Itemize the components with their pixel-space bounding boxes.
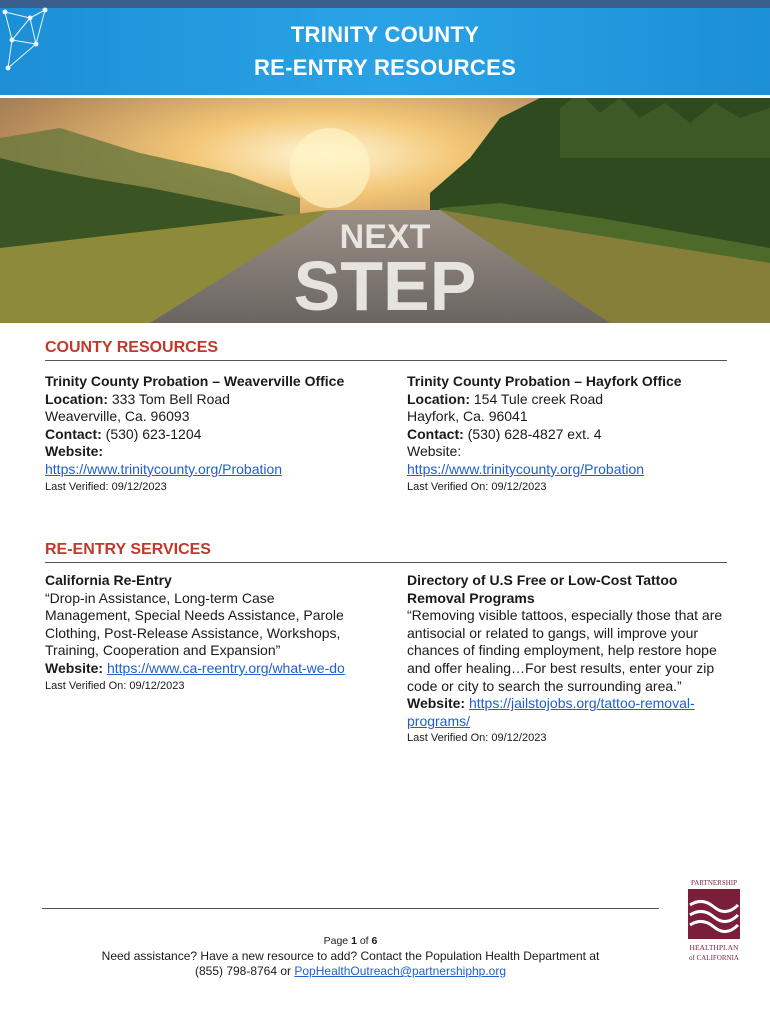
hayfork-location-line2: Hayfork, Ca. 96041 (407, 408, 528, 425)
footer-assist-text: Need assistance? Have a new resource to add? Contact the Population Health Department at (101, 949, 600, 963)
header-banner (0, 0, 770, 95)
hayfork-verified: Last Verified On: 09/12/2023 (407, 480, 547, 493)
california-reentry-description: “Drop-in Assistance, Long-term Case Management, Special Needs Assistance, Parole Clothing, Post-Release Assistance, Workshops, Training, Cooperation and Expansion” (45, 589, 344, 659)
footer (42, 934, 659, 979)
hayfork-contact-value: (530) 628-4827 ext. 4 (463, 425, 602, 442)
logo-text-top: PARTNERSHIP (690, 879, 738, 887)
page-sep: of (356, 935, 372, 947)
tattoo-removal-description: “Removing visible tattoos, especially those that are antisocial or related to gangs, will improve your chances of finding employment, help restore hope and offer healing…For best results, enter your zip code or city to search the surrounding area.” (407, 607, 723, 694)
weaverville-location-line2: Weaverville, Ca. 96093 (45, 408, 190, 425)
tattoo-removal-website-link[interactable]: https://jailstojobs.org/tattoo-removal-programs/ (407, 695, 695, 729)
hayfork-contact-label: Contact: (407, 425, 464, 442)
tattoo-removal-verified: Last Verified On: 09/12/2023 (407, 732, 547, 745)
road-text-next: NEXT (339, 218, 431, 256)
footer-email-link[interactable]: PopHealthOutreach@partnershiphp.org (294, 964, 507, 978)
california-reentry-website-label: Website: (45, 659, 104, 676)
weaverville-location-label: Location: (45, 390, 108, 407)
hero-road-image (0, 98, 770, 323)
california-reentry-block (45, 572, 357, 694)
california-reentry-name: California Re-Entry (45, 572, 172, 588)
page-prefix: Page (323, 935, 352, 947)
tattoo-removal-name: Directory of U.S Free or Low-Cost Tattoo Removal Programs (407, 572, 678, 606)
banner-top-stripe (0, 0, 770, 8)
weaverville-contact-label: Contact: (45, 425, 102, 442)
tattoo-removal-website-label: Website: (407, 695, 466, 712)
weaverville-office-block (45, 373, 345, 495)
weaverville-website-link[interactable]: https://www.trinitycounty.org/Probation (45, 460, 283, 477)
california-reentry-verified: Last Verified On: 09/12/2023 (45, 679, 185, 692)
page-number (42, 934, 659, 949)
tattoo-removal-block (407, 572, 727, 746)
weaverville-website-label: Website: (45, 443, 104, 460)
page-title-line2: RE-ENTRY RESOURCES (253, 55, 517, 80)
hayfork-website-link[interactable]: https://www.trinitycounty.org/Probation (407, 460, 645, 477)
footer-contact-line (42, 964, 659, 979)
logo-text-sub: of CALIFORNIA (689, 954, 739, 962)
page-total: 6 (371, 935, 378, 947)
hayfork-name: Trinity County Probation – Hayfork Office (407, 373, 682, 389)
weaverville-verified: Last Verified: 09/12/2023 (45, 480, 167, 493)
page-title-line1: TRINITY COUNTY (290, 22, 480, 47)
california-reentry-website-link[interactable]: https://www.ca-reentry.org/what-we-do (106, 659, 345, 676)
reentry-services-heading: RE-ENTRY SERVICES (45, 541, 727, 563)
hayfork-office-block (407, 373, 732, 495)
hayfork-location-label: Location: (407, 390, 470, 407)
footer-divider (42, 908, 659, 909)
weaverville-location-line1: 333 Tom Bell Road (108, 390, 230, 407)
hayfork-website-label: Website: (407, 443, 462, 460)
partnership-healthplan-logo (684, 875, 744, 965)
weaverville-contact-value: (530) 623-1204 (101, 425, 202, 442)
footer-phone: (855) 798-8764 or (194, 964, 295, 978)
page-current: 1 (351, 935, 357, 947)
logo-text-bottom: HEALTHPLAN (689, 943, 739, 952)
road-text-step: STEP (293, 247, 477, 323)
weaverville-name: Trinity County Probation – Weaverville Office (45, 373, 345, 389)
hayfork-location-line1: 154 Tule creek Road (470, 390, 604, 407)
county-resources-heading: COUNTY RESOURCES (45, 339, 727, 361)
